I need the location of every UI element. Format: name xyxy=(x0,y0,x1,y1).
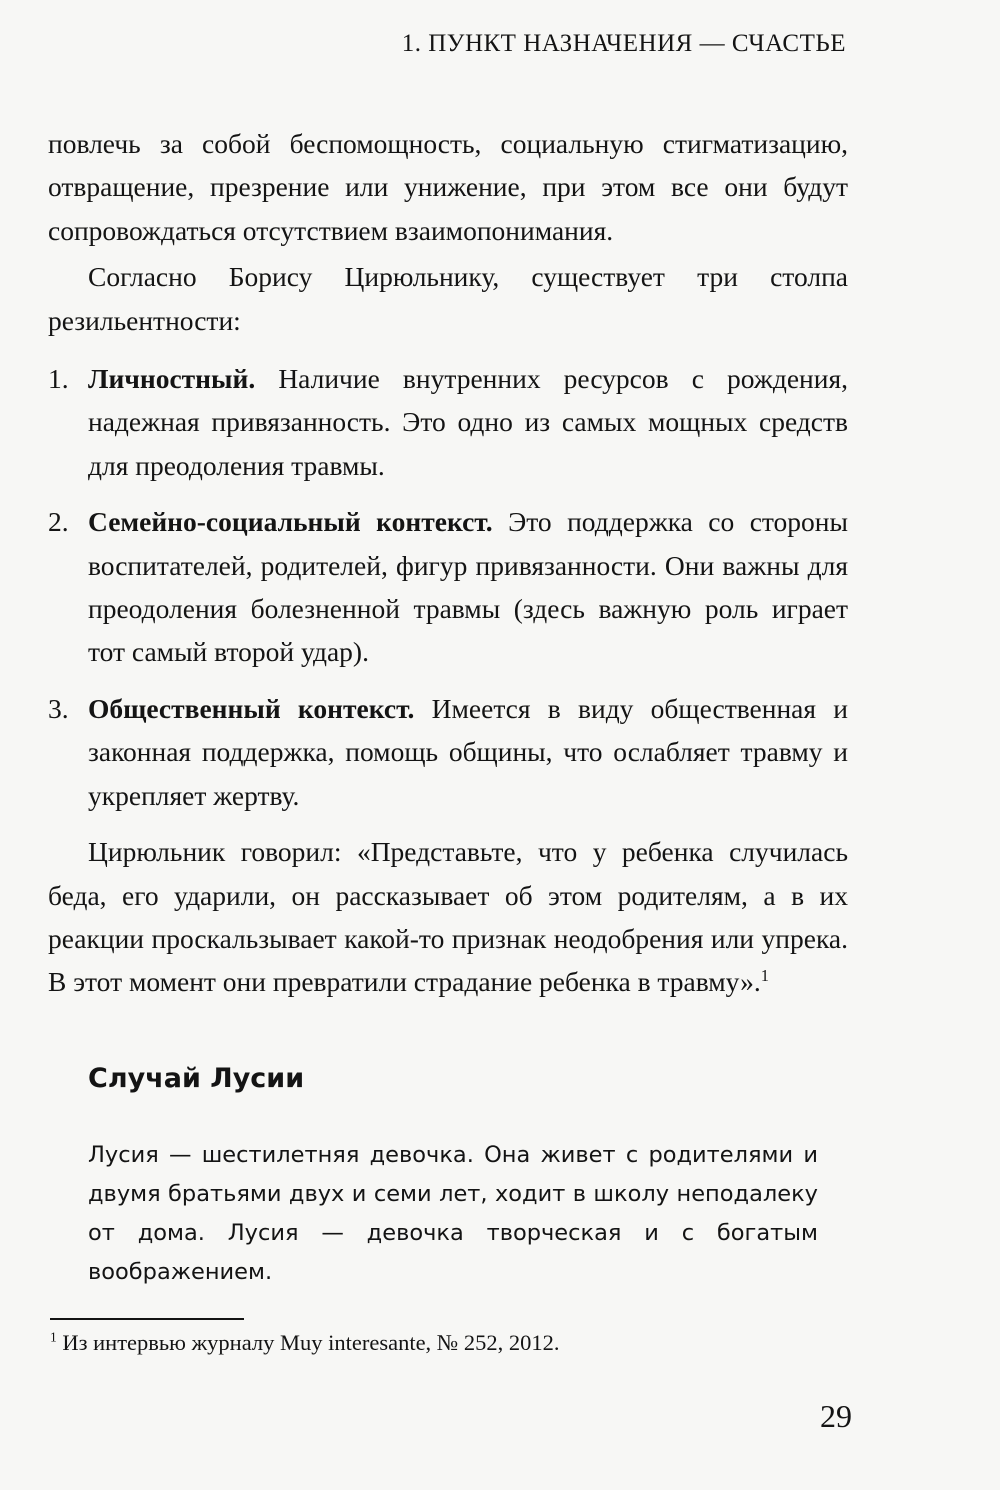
case-heading: Случай Лусии xyxy=(88,1063,305,1094)
list-item-term: Общественный контекст. xyxy=(88,692,415,724)
list-item-text: Наличие внутренних ресурсов с рождения, надежная привязанность. Это одно из самых мощных средств для преодоления травмы. xyxy=(88,363,848,481)
footnote-marker: 1 xyxy=(50,1329,57,1345)
list-item-number: 1. xyxy=(48,363,69,395)
footnote xyxy=(50,1325,850,1361)
list-item xyxy=(48,357,848,487)
page-number: 29 xyxy=(820,1398,852,1434)
pillars-list xyxy=(48,357,848,817)
footnote-divider xyxy=(50,1318,244,1320)
paragraph-quote xyxy=(48,830,848,1004)
quote-text: Цирюльник говорил: «Представьте, что у ребенка случилась беда, его ударили, он рассказывает об этом родителям, а в их реакции проскальзывает какой-то признак неодобрения или упрека. В этот момент они превратили страдание ребенка в травму». xyxy=(48,836,848,998)
list-item-text: Это поддержка со стороны воспитателей, родителей, фигур привязанности. Они важны для преодоления болезненной травмы (здесь важную роль играет тот самый второй удар). xyxy=(88,506,848,668)
list-item-text: Имеется в виду общественная и законная поддержка, помощь общины, что ослабляет травму и укрепляет жертву. xyxy=(88,692,848,811)
list-item xyxy=(48,687,848,817)
list-item-number: 2. xyxy=(48,506,69,538)
footnote-text: Из интервью журналу Muy interesante, № 252, 2012. xyxy=(62,1330,560,1355)
body-text xyxy=(48,122,848,1004)
case-text: Лусия — шестилетняя девочка. Она живет с родителями и двумя братьями двух и семи лет, ходит в школу неподалеку от дома. Лусия — девочка творческая и с богатым воображением. xyxy=(88,1142,818,1285)
paragraph-continuation: повлечь за собой беспомощность, социальную стигматизацию, отвращение, презрение или унижение, при этом все они будут сопровождаться отсутствием взаимопонимания. xyxy=(48,128,848,246)
list-item-term: Личностный. xyxy=(88,363,256,395)
list-item xyxy=(48,500,848,674)
footnote-reference[interactable]: 1 xyxy=(760,966,769,986)
list-item-number: 3. xyxy=(48,692,69,724)
running-head: 1. ПУНКТ НАЗНАЧЕНИЯ — СЧАСТЬЕ xyxy=(401,30,846,57)
list-item-term: Семейно-социальный контекст. xyxy=(88,506,493,538)
paragraph-pillars-intro: Согласно Борису Цирюльнику, существует три столпа резильентности: xyxy=(48,261,848,336)
